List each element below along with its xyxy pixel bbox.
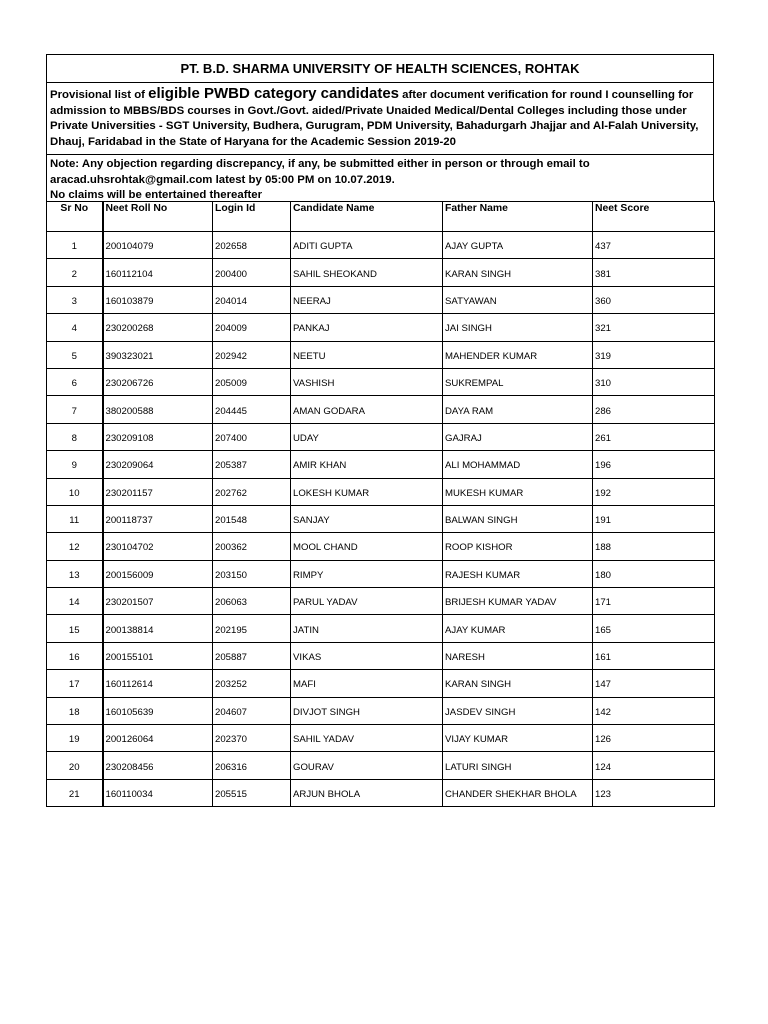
cell-sr-no: 9: [47, 451, 103, 478]
cell-login-id: 201548: [213, 505, 291, 532]
cell-login-id: 205515: [213, 779, 291, 806]
cell-father-name: KARAN SINGH: [443, 259, 593, 286]
table-row: [47, 286, 715, 313]
cell-candidate-name: MOOL CHAND: [291, 533, 443, 560]
table-row: [47, 588, 715, 615]
table-row: [47, 478, 715, 505]
col-header-sr-no: Sr No: [47, 202, 103, 232]
cell-neet-roll-no: 200104079: [103, 232, 213, 259]
cell-neet-score: 191: [593, 505, 715, 532]
cell-neet-roll-no: 200155101: [103, 642, 213, 669]
cell-father-name: CHANDER SHEKHAR BHOLA: [443, 779, 593, 806]
col-header-login-id: Login Id: [213, 202, 291, 232]
cell-neet-roll-no: 200126064: [103, 725, 213, 752]
cell-candidate-name: SANJAY: [291, 505, 443, 532]
cell-candidate-name: SAHIL SHEOKAND: [291, 259, 443, 286]
cell-neet-roll-no: 230208456: [103, 752, 213, 779]
table-row: [47, 396, 715, 423]
table-row: [47, 725, 715, 752]
cell-neet-roll-no: 160110034: [103, 779, 213, 806]
cell-father-name: BRIJESH KUMAR YADAV: [443, 588, 593, 615]
cell-login-id: 202942: [213, 341, 291, 368]
cell-sr-no: 7: [47, 396, 103, 423]
cell-sr-no: 11: [47, 505, 103, 532]
col-header-neet-roll-no: Neet Roll No: [103, 202, 213, 232]
cell-neet-roll-no: 160105639: [103, 697, 213, 724]
table-row: [47, 533, 715, 560]
document-sheet: [46, 54, 714, 807]
cell-neet-score: 360: [593, 286, 715, 313]
cell-father-name: MUKESH KUMAR: [443, 478, 593, 505]
cell-sr-no: 18: [47, 697, 103, 724]
cell-login-id: 204445: [213, 396, 291, 423]
university-title: PT. B.D. SHARMA UNIVERSITY OF HEALTH SCIENCES, ROHTAK: [46, 54, 714, 82]
col-header-neet-score: Neet Score: [593, 202, 715, 232]
cell-login-id: 202195: [213, 615, 291, 642]
cell-neet-score: 381: [593, 259, 715, 286]
cell-neet-score: 319: [593, 341, 715, 368]
cell-sr-no: 10: [47, 478, 103, 505]
cell-sr-no: 3: [47, 286, 103, 313]
cell-neet-roll-no: 160103879: [103, 286, 213, 313]
cell-login-id: 204014: [213, 286, 291, 313]
cell-neet-roll-no: 230201157: [103, 478, 213, 505]
cell-sr-no: 1: [47, 232, 103, 259]
cell-father-name: BALWAN SINGH: [443, 505, 593, 532]
cell-neet-roll-no: 160112614: [103, 670, 213, 697]
cell-neet-score: 124: [593, 752, 715, 779]
table-row: [47, 451, 715, 478]
candidates-table: [46, 201, 715, 807]
cell-father-name: AJAY KUMAR: [443, 615, 593, 642]
cell-login-id: 207400: [213, 423, 291, 450]
cell-sr-no: 8: [47, 423, 103, 450]
cell-neet-roll-no: 390323021: [103, 341, 213, 368]
cell-father-name: LATURI SINGH: [443, 752, 593, 779]
cell-sr-no: 16: [47, 642, 103, 669]
cell-sr-no: 2: [47, 259, 103, 286]
table-row: [47, 368, 715, 395]
cell-neet-roll-no: 380200588: [103, 396, 213, 423]
cell-father-name: SATYAWAN: [443, 286, 593, 313]
cell-candidate-name: RIMPY: [291, 560, 443, 587]
cell-neet-score: 171: [593, 588, 715, 615]
cell-father-name: ALI MOHAMMAD: [443, 451, 593, 478]
cell-sr-no: 17: [47, 670, 103, 697]
cell-candidate-name: ARJUN BHOLA: [291, 779, 443, 806]
cell-candidate-name: AMIR KHAN: [291, 451, 443, 478]
note-line-2: No claims will be entertained thereafter: [50, 189, 263, 201]
cell-neet-roll-no: 230201507: [103, 588, 213, 615]
table-row: [47, 505, 715, 532]
table-row: [47, 779, 715, 806]
cell-neet-score: 188: [593, 533, 715, 560]
cell-login-id: 203252: [213, 670, 291, 697]
cell-neet-roll-no: 200156009: [103, 560, 213, 587]
cell-login-id: 206063: [213, 588, 291, 615]
cell-neet-score: 196: [593, 451, 715, 478]
cell-candidate-name: MAFI: [291, 670, 443, 697]
intro-prefix: Provisional list of: [50, 89, 149, 101]
cell-sr-no: 6: [47, 368, 103, 395]
col-header-candidate-name: Candidate Name: [291, 202, 443, 232]
intro-paragraph: [46, 82, 714, 154]
cell-father-name: ROOP KISHOR: [443, 533, 593, 560]
cell-neet-score: 261: [593, 423, 715, 450]
cell-login-id: 203150: [213, 560, 291, 587]
cell-login-id: 205887: [213, 642, 291, 669]
cell-login-id: 204009: [213, 314, 291, 341]
table-row: [47, 670, 715, 697]
intro-highlight: eligible PWBD category candidates: [148, 85, 400, 102]
cell-candidate-name: NEETU: [291, 341, 443, 368]
cell-neet-score: 310: [593, 368, 715, 395]
cell-neet-score: 286: [593, 396, 715, 423]
cell-candidate-name: JATIN: [291, 615, 443, 642]
cell-father-name: VIJAY KUMAR: [443, 725, 593, 752]
table-row: [47, 642, 715, 669]
cell-candidate-name: VASHISH: [291, 368, 443, 395]
cell-father-name: KARAN SINGH: [443, 670, 593, 697]
cell-father-name: DAYA RAM: [443, 396, 593, 423]
cell-candidate-name: GOURAV: [291, 752, 443, 779]
cell-neet-roll-no: 230209064: [103, 451, 213, 478]
note-line-1: Note: Any objection regarding discrepancy, if any, be submitted either in person or through email to aracad.uhsrohtak@gmail.com latest by 05:00 PM on 10.07.2019.: [50, 158, 590, 186]
cell-login-id: 202762: [213, 478, 291, 505]
cell-neet-roll-no: 230104702: [103, 533, 213, 560]
cell-neet-score: 321: [593, 314, 715, 341]
table-row: [47, 341, 715, 368]
cell-login-id: 200400: [213, 259, 291, 286]
table-row: [47, 697, 715, 724]
cell-father-name: SUKREMPAL: [443, 368, 593, 395]
cell-sr-no: 13: [47, 560, 103, 587]
cell-neet-score: 180: [593, 560, 715, 587]
cell-candidate-name: NEERAJ: [291, 286, 443, 313]
cell-father-name: MAHENDER KUMAR: [443, 341, 593, 368]
cell-neet-roll-no: 200118737: [103, 505, 213, 532]
table-header-row: [47, 202, 715, 232]
table-row: [47, 259, 715, 286]
cell-sr-no: 21: [47, 779, 103, 806]
cell-candidate-name: LOKESH KUMAR: [291, 478, 443, 505]
cell-candidate-name: SAHIL YADAV: [291, 725, 443, 752]
table-body: [47, 232, 715, 807]
cell-neet-score: 437: [593, 232, 715, 259]
note-block: [46, 154, 714, 201]
cell-father-name: NARESH: [443, 642, 593, 669]
cell-login-id: 204607: [213, 697, 291, 724]
cell-candidate-name: PARUL YADAV: [291, 588, 443, 615]
cell-neet-score: 126: [593, 725, 715, 752]
cell-login-id: 200362: [213, 533, 291, 560]
cell-sr-no: 15: [47, 615, 103, 642]
cell-sr-no: 20: [47, 752, 103, 779]
cell-sr-no: 14: [47, 588, 103, 615]
cell-father-name: AJAY GUPTA: [443, 232, 593, 259]
cell-father-name: RAJESH KUMAR: [443, 560, 593, 587]
cell-candidate-name: PANKAJ: [291, 314, 443, 341]
cell-candidate-name: DIVJOT SINGH: [291, 697, 443, 724]
table-row: [47, 560, 715, 587]
cell-sr-no: 19: [47, 725, 103, 752]
cell-login-id: 206316: [213, 752, 291, 779]
cell-login-id: 205009: [213, 368, 291, 395]
table-row: [47, 615, 715, 642]
cell-neet-roll-no: 230209108: [103, 423, 213, 450]
cell-neet-score: 165: [593, 615, 715, 642]
cell-candidate-name: VIKAS: [291, 642, 443, 669]
cell-neet-score: 142: [593, 697, 715, 724]
cell-sr-no: 4: [47, 314, 103, 341]
cell-father-name: GAJRAJ: [443, 423, 593, 450]
cell-candidate-name: AMAN GODARA: [291, 396, 443, 423]
cell-login-id: 202658: [213, 232, 291, 259]
intro-rest: after document verification for round I counselling for admission to MBBS/BDS courses in Govt./Govt. aided/Private Unaided Medical/Dental Colleges including those under Private Universities - SGT University, Budhera, Gurugram, PDM University, Bahadurgarh Jhajjar and Al-Falah University, Dhauj, Faridabad in the State of Haryana for the Academic Session 2019-20: [50, 89, 699, 148]
table-row: [47, 314, 715, 341]
cell-father-name: JAI SINGH: [443, 314, 593, 341]
cell-neet-roll-no: 160112104: [103, 259, 213, 286]
col-header-father-name: Father Name: [443, 202, 593, 232]
cell-candidate-name: ADITI GUPTA: [291, 232, 443, 259]
cell-neet-roll-no: 230200268: [103, 314, 213, 341]
table-row: [47, 232, 715, 259]
cell-neet-score: 147: [593, 670, 715, 697]
cell-candidate-name: UDAY: [291, 423, 443, 450]
cell-neet-roll-no: 200138814: [103, 615, 213, 642]
cell-father-name: JASDEV SINGH: [443, 697, 593, 724]
cell-neet-score: 192: [593, 478, 715, 505]
cell-login-id: 202370: [213, 725, 291, 752]
cell-neet-score: 123: [593, 779, 715, 806]
cell-neet-roll-no: 230206726: [103, 368, 213, 395]
cell-sr-no: 12: [47, 533, 103, 560]
cell-login-id: 205387: [213, 451, 291, 478]
table-row: [47, 423, 715, 450]
cell-sr-no: 5: [47, 341, 103, 368]
table-row: [47, 752, 715, 779]
cell-neet-score: 161: [593, 642, 715, 669]
